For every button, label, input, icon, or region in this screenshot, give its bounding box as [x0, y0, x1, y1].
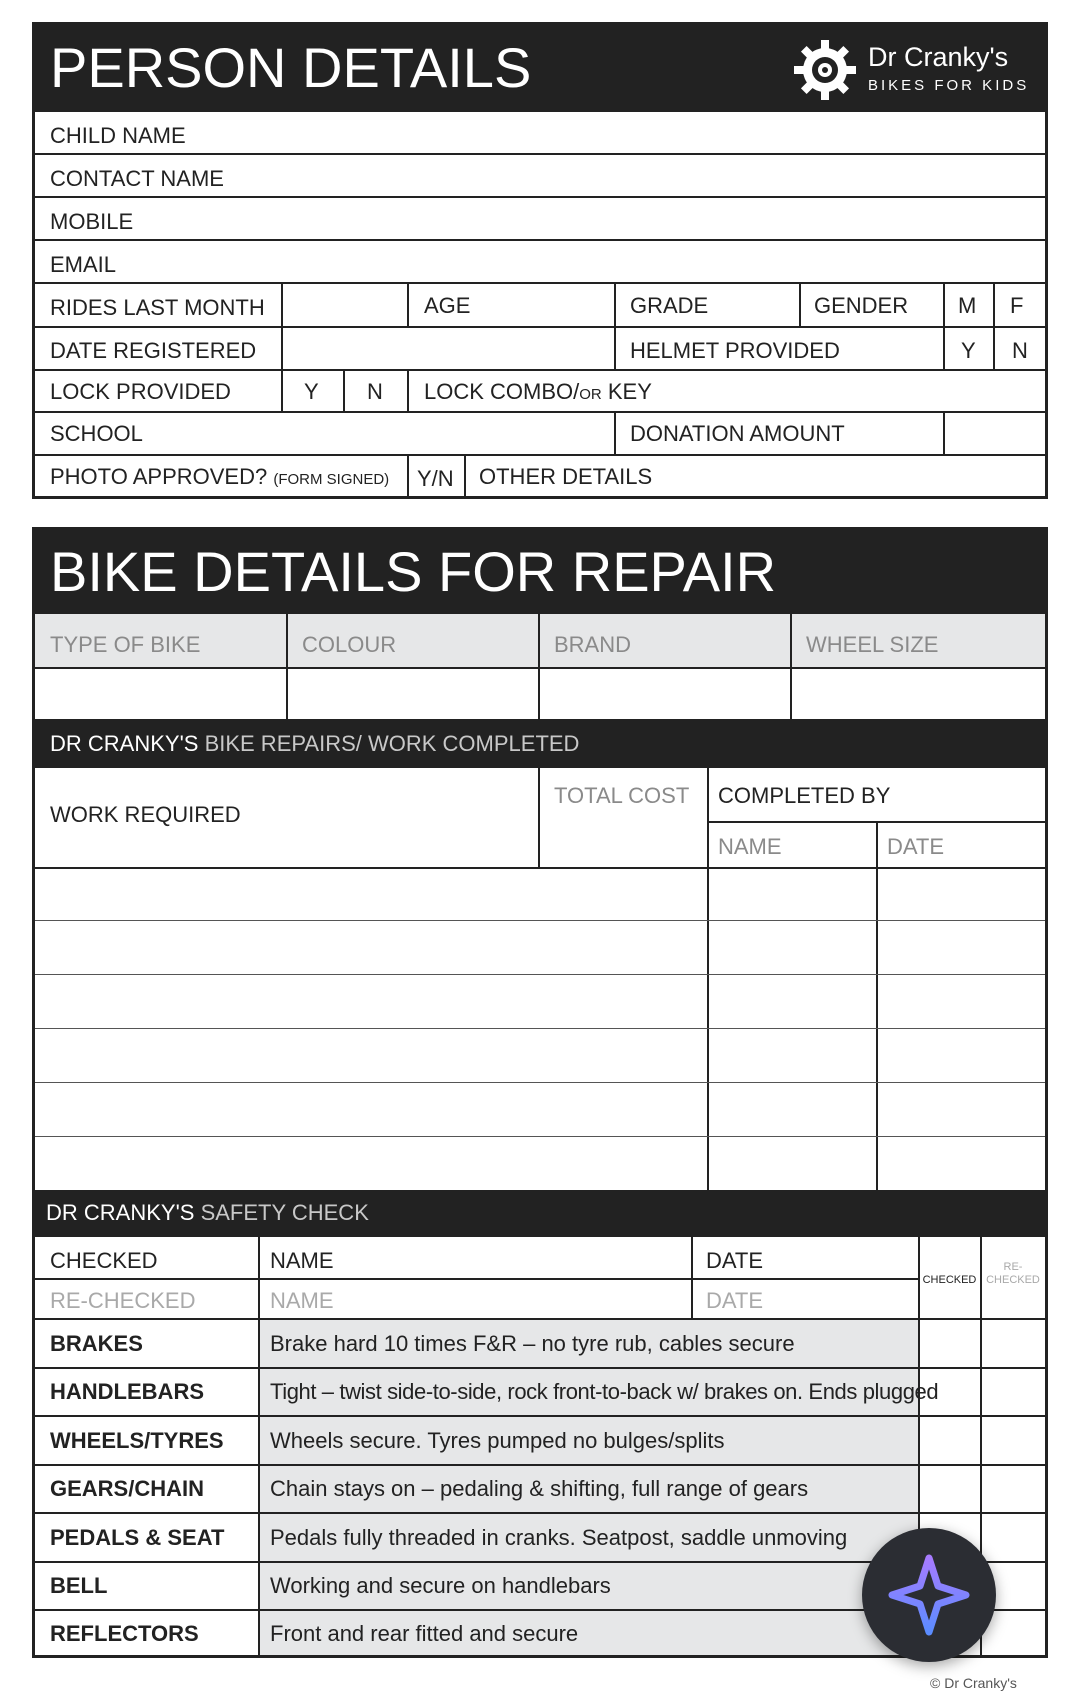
- child-name-label: CHILD NAME: [50, 123, 186, 148]
- copyright: © Dr Cranky's: [930, 1675, 1017, 1691]
- sparkle-icon: [862, 1528, 996, 1662]
- date-registered-label: DATE REGISTERED: [50, 338, 257, 363]
- wheel-size-label: WHEEL SIZE: [806, 632, 939, 657]
- check-item-label: HANDLEBARS: [50, 1379, 204, 1404]
- photo-yn-option[interactable]: Y/N: [417, 466, 454, 491]
- check-item-label: GEARS/CHAIN: [50, 1476, 205, 1501]
- check-item-label: BELL: [50, 1573, 108, 1598]
- assistant-fab-button[interactable]: [862, 1528, 996, 1662]
- donation-amount-label: DONATION AMOUNT: [630, 421, 845, 446]
- small-checked-label: CHECKED: [922, 1274, 977, 1286]
- email-label: EMAIL: [50, 252, 117, 277]
- person-details-frame: [32, 22, 1048, 499]
- completed-by-name-label: NAME: [718, 834, 782, 859]
- lock-provided-label: LOCK PROVIDED: [50, 379, 231, 404]
- completed-by-label: COMPLETED BY: [718, 783, 891, 808]
- lock-yes-option[interactable]: Y: [304, 379, 319, 404]
- check-item-desc: Wheels secure. Tyres pumped no bulges/splits: [270, 1428, 725, 1453]
- person-details-title: PERSON DETAILS: [50, 36, 532, 99]
- check-item-label: REFLECTORS: [50, 1621, 199, 1646]
- gender-label: GENDER: [814, 293, 909, 318]
- checked-date-label: DATE: [706, 1248, 764, 1273]
- helmet-no-option[interactable]: N: [1012, 338, 1028, 363]
- grade-label: GRADE: [630, 293, 709, 318]
- rechecked-label: RE-CHECKED: [50, 1288, 196, 1313]
- rechecked-name-label: NAME: [270, 1288, 334, 1313]
- contact-name-label: CONTACT NAME: [50, 166, 224, 191]
- mobile-label: MOBILE: [50, 209, 134, 234]
- colour-label: COLOUR: [302, 632, 397, 657]
- type-of-bike-label: TYPE OF BIKE: [50, 632, 201, 657]
- check-item-desc: Working and secure on handlebars: [270, 1573, 611, 1598]
- check-item-label: BRAKES: [50, 1331, 143, 1356]
- rechecked-date-label: DATE: [706, 1288, 764, 1313]
- bike-details-frame: [32, 527, 1048, 1658]
- rides-last-month-label: RIDES LAST MONTH: [50, 295, 265, 320]
- safety-heading: DR CRANKY'S SAFETY CHECK: [46, 1200, 369, 1225]
- bike-details-title: BIKE DETAILS FOR REPAIR: [50, 540, 777, 603]
- logo-tagline: BIKES FOR KIDS: [868, 77, 1030, 94]
- check-item-desc: Chain stays on – pedaling & shifting, full range of gears: [270, 1476, 809, 1501]
- other-details-label: OTHER DETAILS: [479, 464, 653, 489]
- repairs-heading: DR CRANKY'S BIKE REPAIRS/ WORK COMPLETED: [50, 731, 580, 756]
- logo-name: Dr Cranky's: [868, 42, 1009, 72]
- check-item-desc: Front and rear fitted and secure: [270, 1621, 579, 1646]
- lock-combo-key-label: LOCK COMBO/OR KEY: [424, 379, 652, 404]
- helmet-yes-option[interactable]: Y: [961, 338, 976, 363]
- helmet-provided-label: HELMET PROVIDED: [630, 338, 840, 363]
- photo-approved-label: PHOTO APPROVED? (FORM SIGNED): [50, 464, 390, 489]
- check-item-desc: Brake hard 10 times F&R – no tyre rub, cables secure: [270, 1331, 795, 1356]
- check-item-label: PEDALS & SEAT: [50, 1525, 225, 1550]
- gender-f-option[interactable]: F: [1010, 293, 1024, 318]
- work-required-label: WORK REQUIRED: [50, 802, 241, 827]
- gender-m-option[interactable]: M: [958, 293, 977, 318]
- checked-name-label: NAME: [270, 1248, 334, 1273]
- check-item-desc: Pedals fully threaded in cranks. Seatpost, saddle unmoving: [270, 1525, 848, 1550]
- brand-label: BRAND: [554, 632, 632, 657]
- completed-by-date-label: DATE: [887, 834, 945, 859]
- lock-no-option[interactable]: N: [367, 379, 383, 404]
- total-cost-label: TOTAL COST: [554, 783, 690, 808]
- small-rechecked-label: RE- CHECKED: [986, 1261, 1040, 1286]
- school-label: SCHOOL: [50, 421, 143, 446]
- age-label: AGE: [424, 293, 471, 318]
- check-item-desc: Tight – twist side-to-side, rock front-to-back w/ brakes on. Ends plugged: [270, 1379, 939, 1404]
- check-item-label: WHEELS/TYRES: [50, 1428, 224, 1453]
- checked-label: CHECKED: [50, 1248, 158, 1273]
